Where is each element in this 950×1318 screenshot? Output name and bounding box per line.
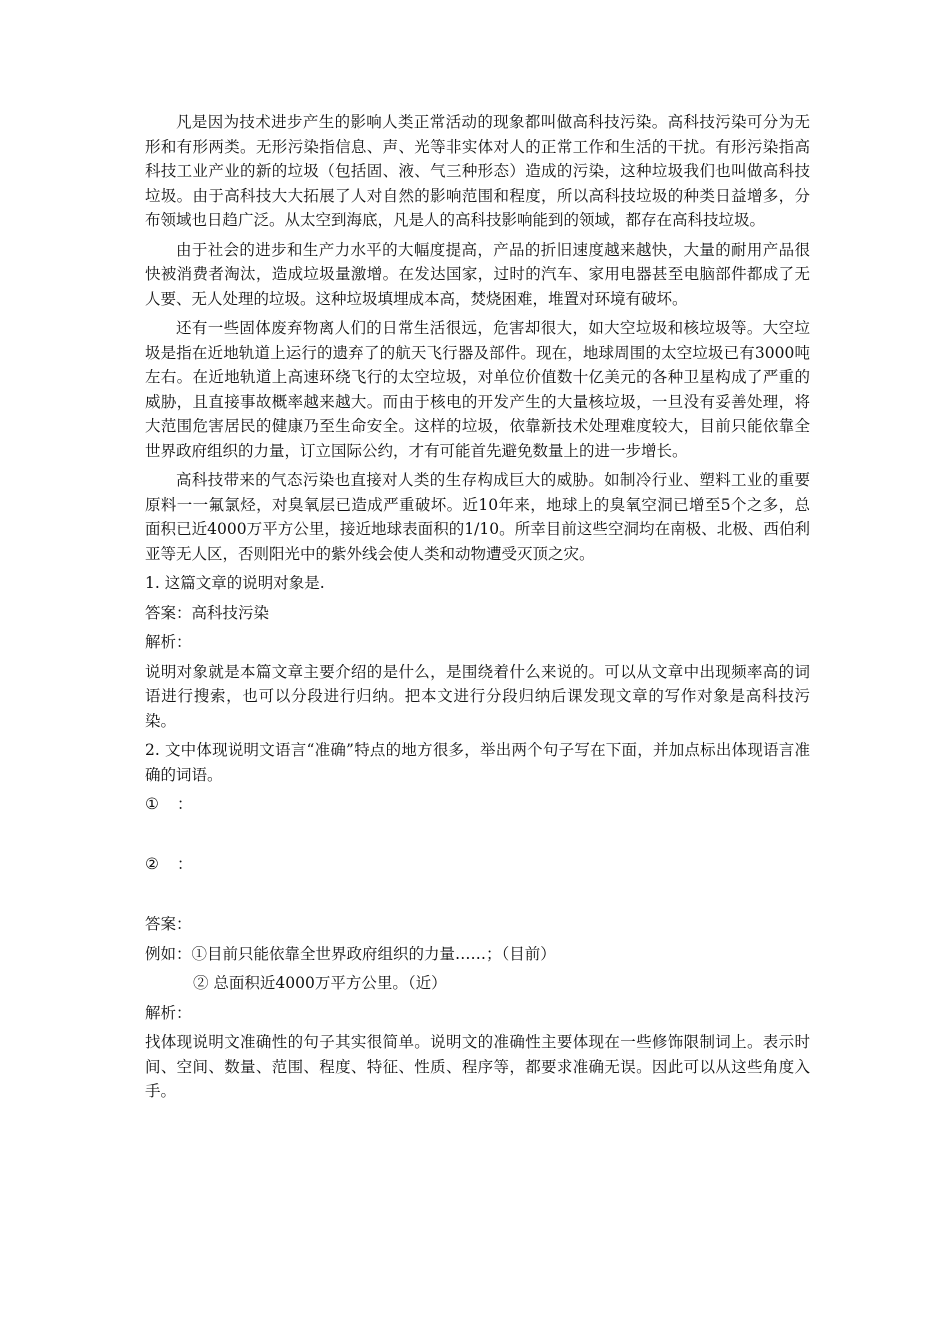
question-1-analysis-label: 解析： xyxy=(145,633,192,651)
question-2-answer-2: ② 总面积近4000万平方公里。（近） xyxy=(193,974,447,992)
question-2-analysis: 找体现说明文准确性的句子其实很简单。说明文的准确性主要体现在一些修饰限制词上。表示时间、空间、数量、范围、程度、特征、性质、程序等，都要求准确无误。因此可以从这些角度入手。 xyxy=(145,1033,810,1100)
question-1-analysis: 说明对象就是本篇文章主要介绍的是什么，是围绕着什么来说的。可以从文章中出现频率高的词语进行搜索，也可以分段进行归纳。把本文进行分段归纳后课发现文章的写作对象是高科技污染。 xyxy=(145,662,810,730)
answer-blank-1 xyxy=(145,792,810,852)
question-2-answer-1: 例如：①目前只能依靠全世界政府组织的力量……；（目前） xyxy=(145,944,556,963)
passage-paragraph-3: 还有一些固体废弃物离人们的日常生活很远，危害却很大，如大空垃圾和核垃圾等。大空垃圾是指在近地轨道上运行的遗弃了的航天飞行器及部件。现在，地球周围的太空垃圾已有3000吨左右。在近地轨道上高速环绕飞行的太空垃圾，对单位价值数十亿美元的各种卫星构成了严重的威胁，且直接事故概率越来越大。而由于核电的开发产生的大量核垃圾，一旦没有妥善处理，将大范围危害居民的健康乃至生命安全。这样的垃圾，依靠新技术处理难度较大，目前只能依靠全世界政府组织的力量，订立国际公约，才有可能首先避免数量上的进一步增长。 xyxy=(145,319,810,460)
question-1-answer: 答案：高科技污染 xyxy=(145,603,270,622)
passage-paragraph-4: 高科技带来的气态污染也直接对人类的生存构成巨大的威胁。如制冷行业、塑料工业的重要原料一一氟氯烃，对臭氧层已造成严重破坏。近10年来，地球上的臭氧空洞已增至5个之多，总面积已近4000万平方公里，接近地球表面积的1/10。所幸目前这些空洞均在南极、北极、西伯利亚等无人区，否则阳光中的紫外线会使人类和动物遭受灭顶之灾。 xyxy=(145,471,810,563)
blank-1-marker: ① xyxy=(145,795,159,813)
blank-2-marker: ② xyxy=(145,855,159,873)
question-2-analysis-label: 解析： xyxy=(145,1003,192,1022)
blank-1-colon: ： xyxy=(177,795,193,813)
question-2-answer-label: 答案： xyxy=(145,915,192,933)
answer-blank-2 xyxy=(145,852,810,912)
document-page xyxy=(145,110,810,1109)
blank-2-colon: ： xyxy=(177,855,193,873)
question-2: 2. 文中体现说明文语言“准确”特点的地方很多，举出两个句子写在下面，并加点标出体现语言准确的词语。 xyxy=(145,741,810,784)
passage-paragraph-1: 凡是因为技术进步产生的影响人类正常活动的现象都叫做高科技污染。高科技污染可分为无形和有形两类。无形污染指信息、声、光等非实体对人的正常工作和生活的干扰。有形污染指高科技工业产业的新的垃圾（包括固、液、气三种形态）造成的污染，这种垃圾我们也叫做高科技垃圾。由于高科技大大拓展了人对自然的影响范围和程度，所以高科技垃圾的种类日益增多，分布领域也日趋广泛。从太空到海底，凡是人的高科技影响能到的领域，都存在高科技垃圾。 xyxy=(145,113,810,229)
passage-paragraph-2: 由于社会的进步和生产力水平的大幅度提高，产品的折旧速度越来越快，大量的耐用产品很快被消费者淘汰，造成垃圾量激增。在发达国家，过时的汽车、家用电器甚至电脑部件都成了无人要、无人处理的垃圾。这种垃圾填埋成本高，焚烧困难，堆置对环境有破坏。 xyxy=(145,240,810,308)
question-1: 1. 这篇文章的说明对象是. xyxy=(145,574,325,592)
